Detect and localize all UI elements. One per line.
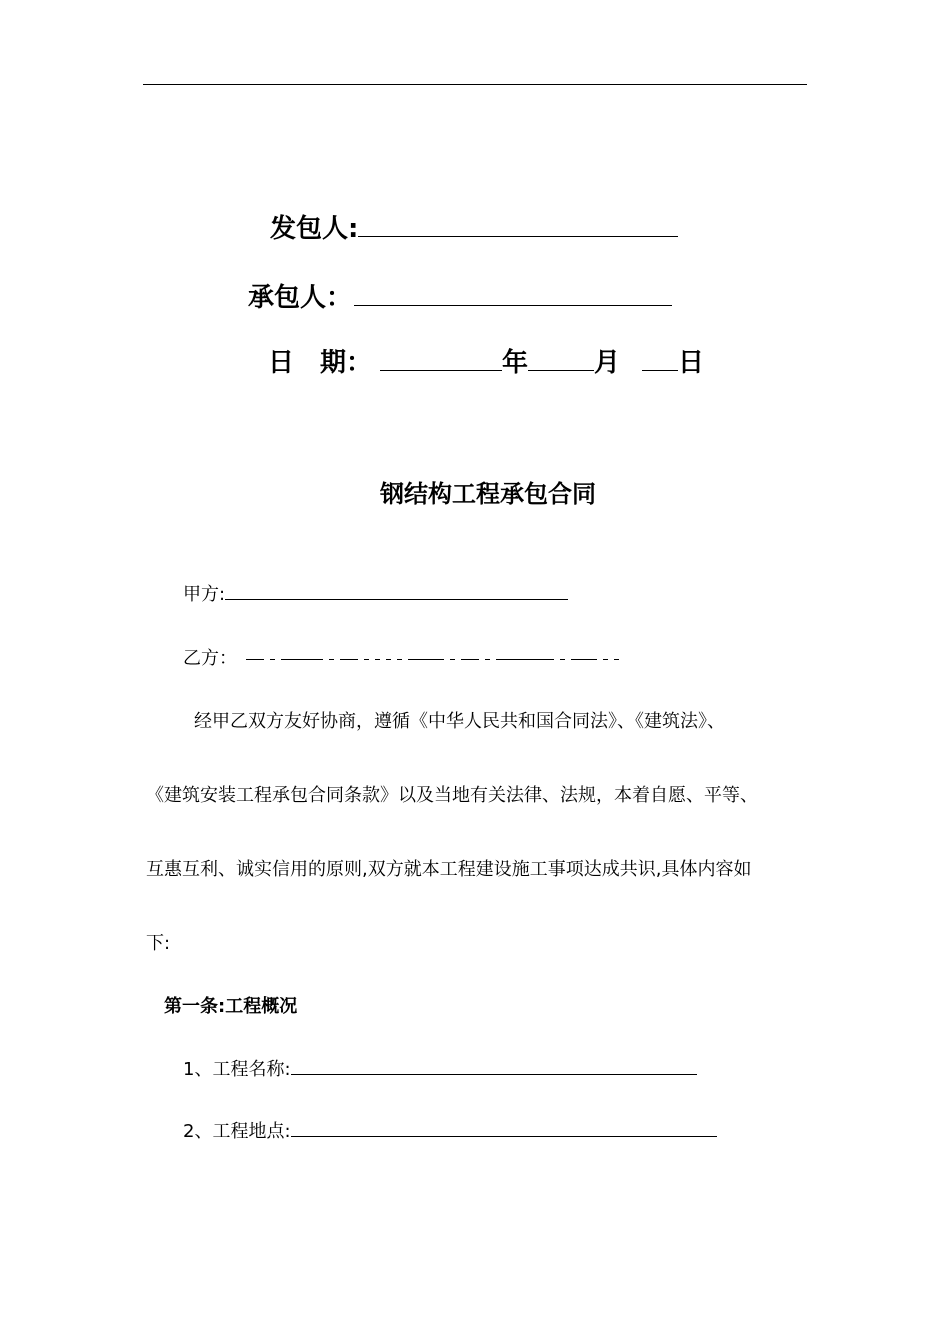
project-name-blank[interactable] — [291, 1073, 697, 1075]
project-name-label: 1、工程名称: — [183, 1059, 291, 1080]
party-b-blank[interactable] — [243, 648, 622, 669]
contractor-blank[interactable] — [354, 305, 672, 306]
project-name-line — [183, 1055, 697, 1081]
date-line — [268, 342, 704, 379]
month-blank[interactable] — [528, 370, 594, 371]
intro-line-1: 经甲乙双方友好协商，遵循《中华人民共和国合同法》、《建筑法》、 — [194, 711, 725, 732]
month-label: 月 — [594, 348, 621, 378]
contractor-line — [248, 277, 672, 314]
party-a-line — [183, 580, 568, 606]
project-location-blank[interactable] — [291, 1135, 717, 1137]
party-b-label: 乙方： — [183, 648, 237, 669]
employer-label: 发包人: — [270, 214, 359, 244]
intro-line-2: 《建筑安装工程承包合同条款》以及当地有关法律、法规，本着自愿、平等、 — [146, 785, 758, 806]
article-1-heading: 第一条:工程概况 — [164, 996, 298, 1017]
year-blank[interactable] — [380, 370, 502, 371]
party-a-blank[interactable] — [225, 598, 568, 600]
day-label: 日 — [678, 348, 705, 378]
year-label: 年 — [502, 348, 529, 378]
date-label: 日 期： — [268, 348, 373, 378]
header-rule — [143, 84, 807, 85]
intro-line-4: 下: — [146, 933, 171, 954]
contractor-label: 承包人： — [248, 283, 353, 313]
project-location-line — [183, 1117, 717, 1143]
day-blank[interactable] — [642, 370, 678, 371]
document-title: 钢结构工程承包合同 — [380, 480, 596, 508]
party-a-label: 甲方: — [183, 584, 226, 605]
employer-line — [270, 208, 678, 245]
party-b-line — [183, 644, 622, 670]
intro-line-3: 互惠互利、诚实信用的原则,双方就本工程建设施工事项达成共识,具体内容如 — [146, 859, 752, 880]
employer-blank[interactable] — [358, 236, 678, 237]
project-location-label: 2、工程地点: — [183, 1121, 291, 1142]
